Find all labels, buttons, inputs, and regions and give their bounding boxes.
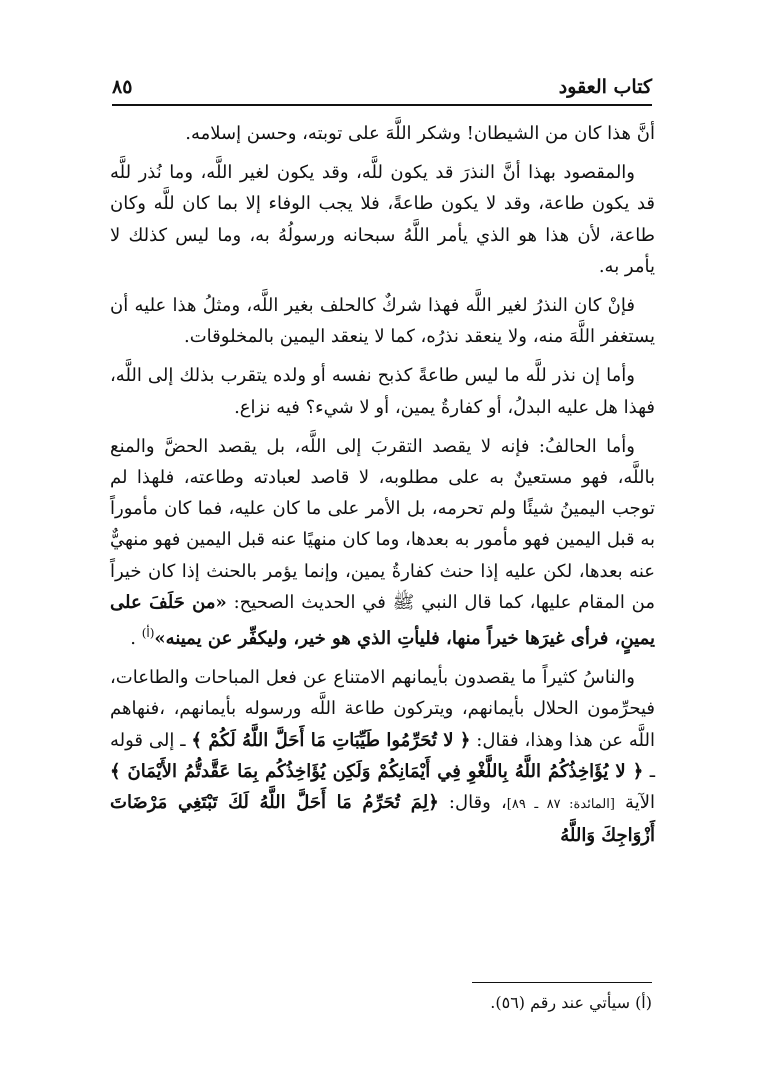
connector-text: الآية: [614, 792, 655, 814]
footnote-divider: [472, 982, 652, 983]
paragraph: [110, 431, 655, 654]
quran-verse: ﴿ لا يُؤَاخِذُكُمُ اللَّهُ بِاللَّغْوِ فِي أَيْمَانِكُمْ وَلَكِن يُؤَاخِذُكُم بِمَا عَقَّدتُّمُ الأَيْمَانَ ﴾: [110, 760, 644, 782]
paragraph: فإنْ كان النذرُ لغير اللَّه فهذا شركٌ كالحلف بغير اللَّه، ومثلُ هذا عليه أن يستغفر اللَّهَ منه، ولا ينعقد نذرُه، كما لا ينعقد اليمين بالمخلوقات.: [110, 295, 655, 348]
running-title: كتاب العقود: [558, 76, 652, 98]
paragraph-text: وأما الحالفُ: فإنه لا يقصد التقربَ إلى اللَّه، بل يقصد الحضَّ والمنع باللَّه، فهو مستعينٌ به على مطلوبه، لا قاصد لعبادته وطاعته، فلهذا لم توجب اليمينُ شيئًا ولم تحرمه، بل الأمر على ما كان عليه، فما كان مأموراً به قبل اليمين فهو مأمور به بعدها، وما كان منهيًا عنه قبل اليمين فهو منهيٌّ عنه بعدها، لكن عليه إذا حنث كفارةُ يمين، وإنما يؤمر بالحنث إذا كان خيراً من المقام عليها، كما قال النبي ﷺ في الحديث الصحيح:: [110, 435, 655, 613]
page-number: ٨٥: [112, 76, 133, 98]
body-text: [110, 118, 655, 859]
running-header: [112, 72, 652, 106]
verse-reference: [المائدة: ٨٧ ـ ٨٩]: [506, 797, 615, 813]
connector-text: ـ إلى قوله ـ: [110, 729, 655, 782]
paragraph-text: والناسُ كثيراً ما يقصدون بأيمانهم الامتناع عن فعل المباحات والطاعات، فيحرِّمون الحلال بأيمانهم، ويتركون طاعة اللَّه ورسوله بأيمانهم، ،فنهاهم اللَّه عن هذا وهذا، فقال:: [110, 667, 655, 751]
paragraph: وأما إن نذر للَّه ما ليس طاعةً كذبح نفسه أو ولده يتقرب بذلك إلى اللَّه، فهذا هل عليه البدلُ، أو كفارةُ يمين، أو لا شيء؟ فيه نزاع.: [110, 365, 655, 418]
connector-text: ، وقال:: [438, 792, 507, 814]
paragraph-end: .: [130, 628, 142, 650]
footnote-reference: (أ): [141, 626, 155, 641]
paragraph: والمقصود بهذا أنَّ النذرَ قد يكون للَّه، وقد يكون لغير اللَّه، وما نُذر للَّه قد يكون طاعة، وقد لا يكون طاعةً، فلا يجب الوفاء إلا بما كان للَّه وكان طاعة، لأن هذا هو الذي يأمر اللَّهُ سبحانه ورسولُهُ به، وما ليس كذلك لا يأمر به.: [110, 162, 655, 277]
paragraph: أنَّ هذا كان من الشيطان! وشكر اللَّهَ على توبته، وحسن إسلامه.: [185, 123, 655, 144]
quran-verse: ﴿لِمَ تُحَرِّمُ مَا أَحَلَّ اللَّهُ لَكَ تَبْتَغِي مَرْضَاتَ أَزْوَاجِكَ وَاللَّهُ: [110, 792, 655, 847]
footnote: (أ) سيأتي عند رقم (٥٦).: [490, 993, 652, 1012]
hadith-quote: «من حَلَفَ على يمينٍ، فرأى غيرَها خيراً منها، فليأتِ الذي هو خير، وليكفِّر عن يمينه»: [110, 591, 655, 650]
paragraph: [110, 662, 655, 851]
quran-verse: ﴿ لا تُحَرِّمُوا طَيِّبَاتِ مَا أَحَلَّ اللَّهُ لَكُمْ ﴾: [191, 729, 471, 751]
